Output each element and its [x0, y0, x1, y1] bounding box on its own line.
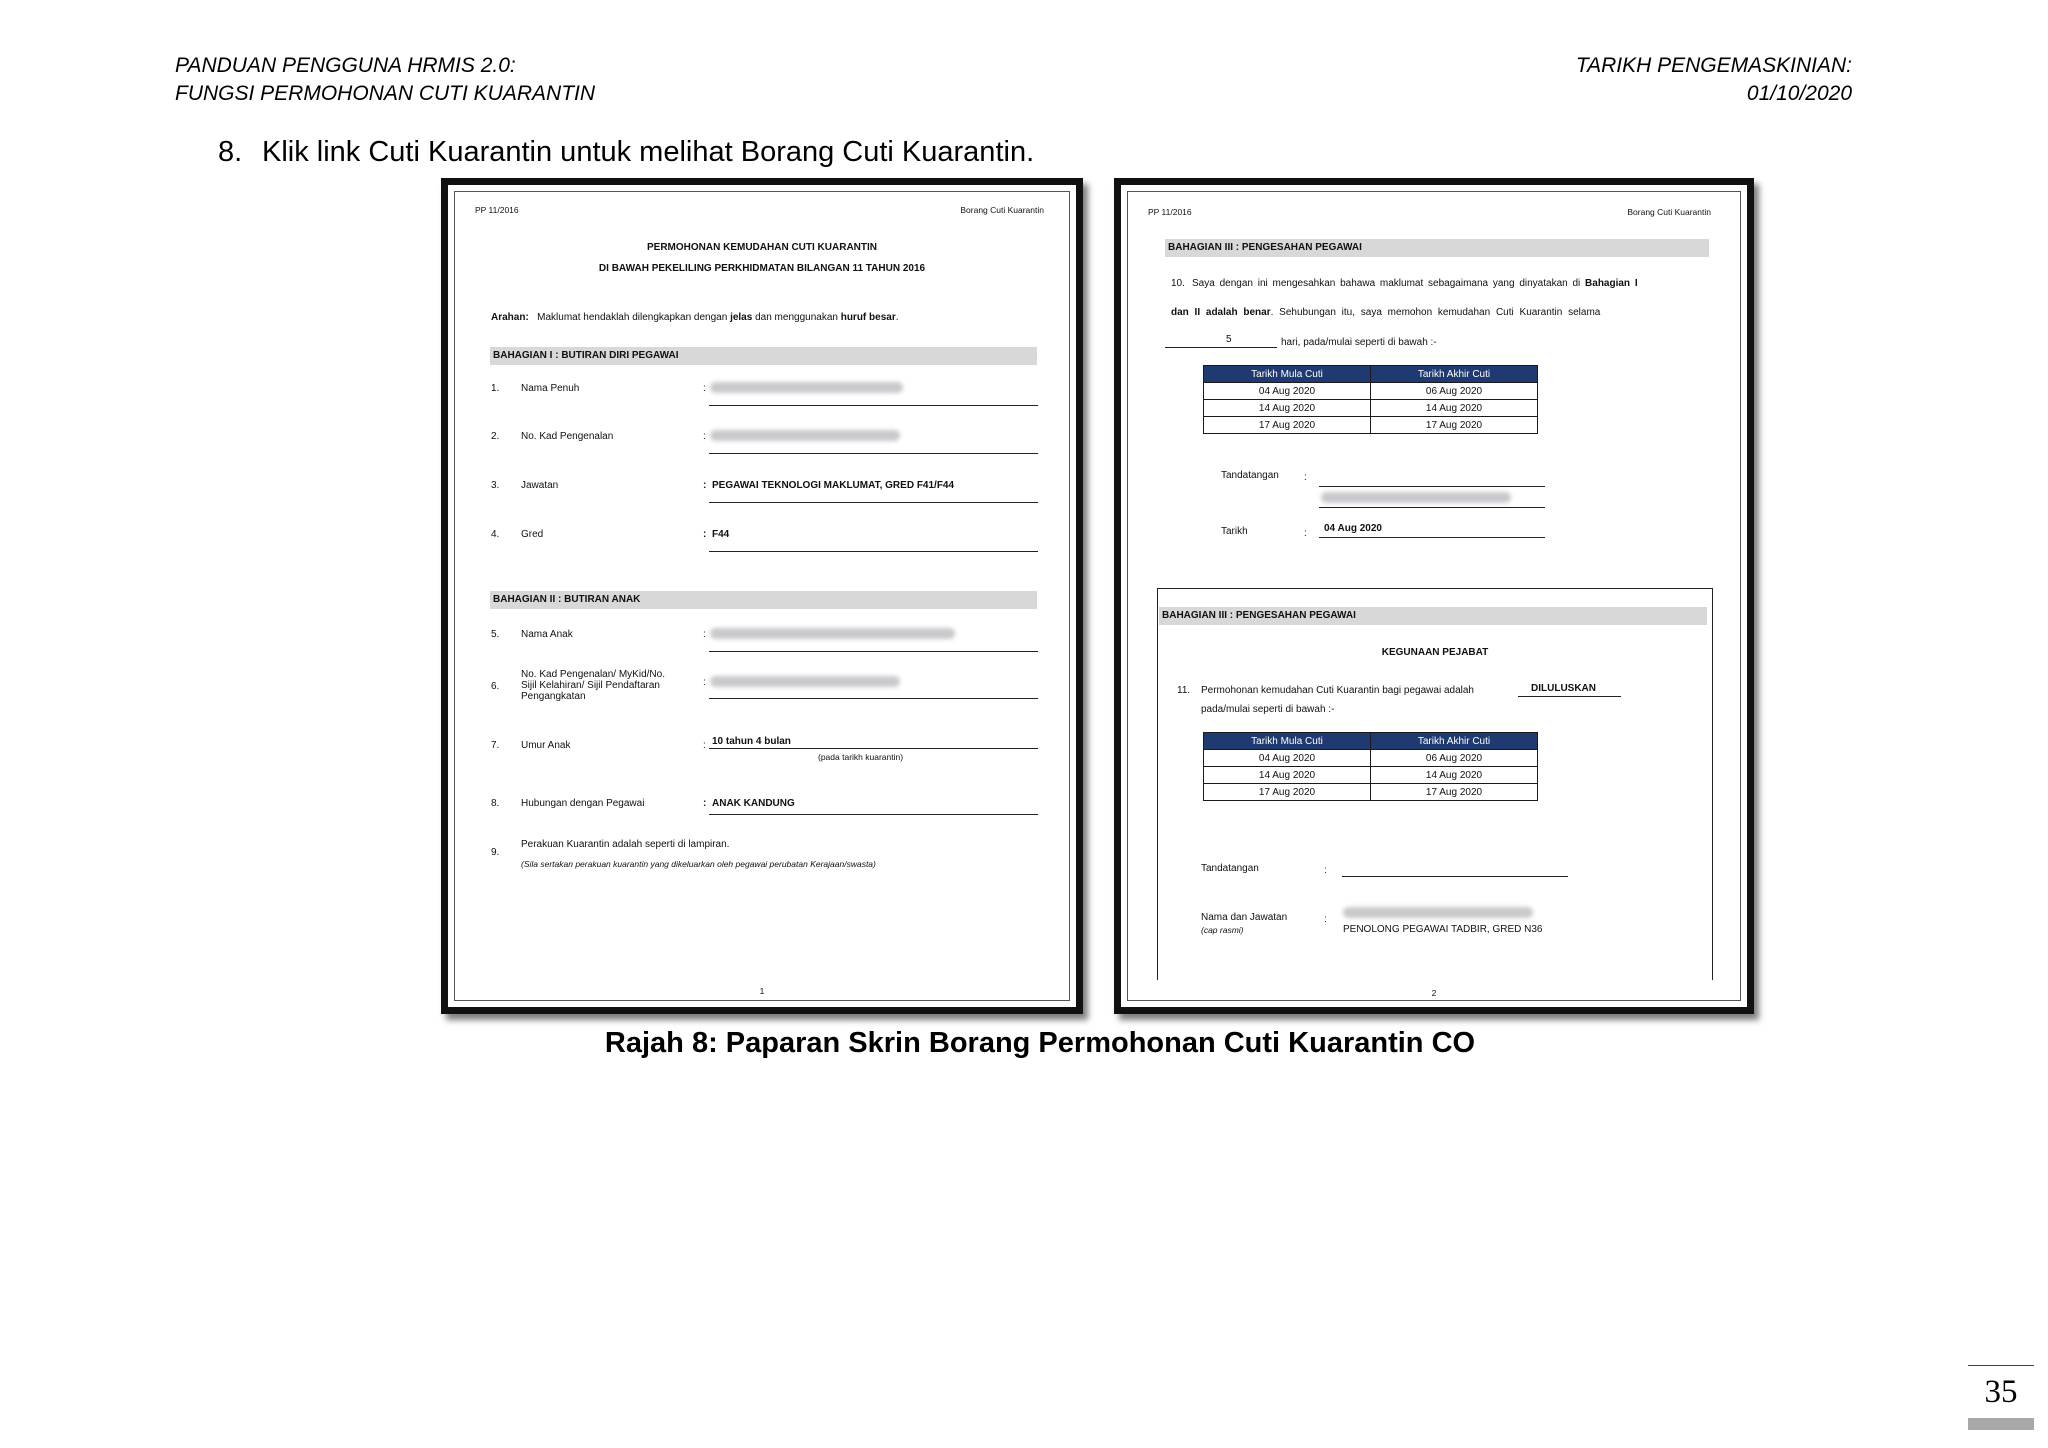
officer-position: PENOLONG PEGAWAI TADBIR, GRED N36 [1343, 924, 1543, 935]
field-label-ic: No. Kad Pengenalan [521, 431, 614, 442]
table-header-row [1204, 366, 1538, 383]
field-colon: : [1304, 528, 1307, 539]
arahan-instruction [491, 312, 899, 323]
field-colon: : [1324, 914, 1327, 925]
arahan-bold-2: huruf besar [840, 312, 896, 323]
field-underline [709, 698, 1038, 699]
table-row [1204, 400, 1538, 417]
end-date-cell: 17 Aug 2020 [1371, 417, 1538, 434]
form-subtitle: DI BAWAH PEKELILING PERKHIDMATAN BILANGAN 11 TAHUN 2016 [598, 263, 926, 274]
field-colon: : [703, 383, 706, 394]
declaration-number: 10. [1171, 278, 1185, 289]
declaration-bold-2: dan II adalah benar [1171, 307, 1271, 318]
field-label-line: Sijil Kelahiran/ Sijil Pendaftaran [521, 680, 660, 691]
date-value: 04 Aug 2020 [1324, 523, 1382, 534]
field-value-gred: F44 [712, 529, 730, 540]
form-page-1 [448, 185, 1076, 1007]
field-number: 4. [491, 529, 500, 540]
field-underline [709, 405, 1038, 406]
leave-dates-table [1203, 365, 1538, 434]
office-section-title: BAHAGIAN III : PENGESAHAN PEGAWAI [1159, 607, 1707, 625]
redacted-name [710, 382, 903, 393]
field-underline [709, 748, 1038, 749]
table-row [1204, 767, 1538, 784]
approval-text: Permohonan kemudahan Cuti Kuarantin bagi pegawai adalah [1201, 685, 1474, 696]
field-colon: : [703, 798, 707, 809]
approved-dates-table [1203, 732, 1538, 801]
update-date-value: 01/10/2020 [1746, 82, 1852, 105]
end-date-cell: 14 Aug 2020 [1371, 400, 1538, 417]
figure-caption [0, 1027, 2048, 1060]
signature-underline [1319, 486, 1545, 487]
arahan-text-3: . [895, 312, 899, 323]
field-label-line: No. Kad Pengenalan/ MyKid/No. [521, 669, 665, 680]
signature-label: Tandatangan [1221, 470, 1279, 481]
arahan-label: Arahan: [491, 312, 529, 323]
end-date-cell: 17 Aug 2020 [1371, 784, 1538, 801]
col-header-end: Tarikh Akhir Cuti [1371, 366, 1538, 383]
field-underline [709, 551, 1038, 552]
step-text: Klik link Cuti Kuarantin untuk melihat Borang Cuti Kuarantin. [262, 136, 1035, 168]
approval-text-2: pada/mulai seperti di bawah :- [1201, 704, 1335, 715]
field-number: 2. [491, 431, 500, 442]
form-page-1-screenshot [441, 178, 1083, 1014]
field-number: 7. [491, 740, 500, 751]
redacted-officer-name [1343, 907, 1533, 918]
figure-caption-text: Rajah 8: Paparan Skrin Borang Permohonan Cuti Kuarantin CO [604, 1027, 1476, 1059]
field-label-nama-penuh: Nama Penuh [521, 383, 580, 394]
page-number: 2 [1431, 988, 1437, 998]
field-colon: : [703, 529, 707, 540]
end-date-cell: 06 Aug 2020 [1371, 383, 1538, 400]
field-colon: : [1324, 865, 1327, 876]
document-header-right [1576, 52, 1852, 108]
step-instruction [218, 136, 1034, 169]
guide-title: PANDUAN PENGGUNA HRMIS 2.0: [175, 54, 516, 77]
col-header-start: Tarikh Mula Cuti [1204, 733, 1371, 750]
field-number: 1. [491, 383, 500, 394]
approval-number: 11. [1177, 685, 1191, 696]
field-number: 3. [491, 480, 500, 491]
field-value-hubungan: ANAK KANDUNG [712, 798, 795, 809]
redacted-child-id [710, 676, 900, 687]
declaration-line-2 [1171, 307, 1600, 318]
table-row [1204, 784, 1538, 801]
table-row [1204, 383, 1538, 400]
days-underline [1165, 347, 1277, 348]
table-row [1204, 750, 1538, 767]
office-signature-label: Tandatangan [1201, 863, 1259, 874]
start-date-cell: 17 Aug 2020 [1204, 784, 1371, 801]
field-colon: : [1304, 472, 1307, 483]
date-label: Tarikh [1221, 526, 1248, 537]
redacted-ic [710, 430, 900, 441]
field-number: 9. [491, 847, 500, 858]
field-label-line: Pengangkatan [521, 691, 586, 702]
start-date-cell: 14 Aug 2020 [1204, 400, 1371, 417]
approval-underline [1518, 696, 1621, 697]
field-colon: : [703, 629, 706, 640]
end-date-cell: 14 Aug 2020 [1371, 767, 1538, 784]
col-header-end: Tarikh Akhir Cuti [1371, 733, 1538, 750]
start-date-cell: 04 Aug 2020 [1204, 750, 1371, 767]
field-colon: : [703, 431, 706, 442]
leave-days-suffix: hari, pada/mulai seperti di bawah :- [1281, 337, 1437, 348]
form-title: PERMOHONAN KEMUDAHAN CUTI KUARANTIN [647, 242, 877, 253]
declaration-line-1 [1192, 278, 1638, 289]
office-use-title: KEGUNAAN PEJABAT [1381, 647, 1489, 658]
section-butiran-anak: BAHAGIAN II : BUTIRAN ANAK [490, 591, 1037, 609]
field-label-umur: Umur Anak [521, 740, 571, 751]
table-row [1204, 417, 1538, 434]
update-date-label: TARIKH PENGEMASKINIAN: [1575, 54, 1852, 77]
form-page-2 [1121, 185, 1747, 1007]
approval-status: DILULUSKAN [1531, 683, 1596, 694]
step-number: 8. [218, 136, 243, 168]
guide-subtitle: FUNGSI PERMOHONAN CUTI KUARANTIN [175, 82, 596, 105]
field-underline [709, 814, 1038, 815]
leave-days-value: 5 [1226, 334, 1232, 345]
field-value-jawatan: PEGAWAI TEKNOLOGI MAKLUMAT, GRED F41/F44 [712, 480, 955, 491]
page-number: 1 [759, 986, 765, 996]
field-underline [709, 453, 1038, 454]
document-header-left [175, 52, 595, 108]
arahan-bold-1: jelas [730, 312, 753, 323]
form-ref: PP 11/2016 [475, 205, 519, 215]
redacted-child-name [710, 628, 955, 639]
section-pengesahan-pegawai: BAHAGIAN III : PENGESAHAN PEGAWAI [1165, 239, 1709, 257]
field-label-gred: Gred [521, 529, 544, 540]
field-number: 8. [491, 798, 500, 809]
declaration-bold: Bahagian I [1585, 278, 1638, 289]
field-number: 5. [491, 629, 500, 640]
signature-underline [1319, 507, 1545, 508]
arahan-text-2: dan menggunakan [752, 312, 841, 323]
field-label-jawatan: Jawatan [521, 480, 559, 491]
field-note-umur: (pada tarikh kuarantin) [818, 752, 904, 762]
form-page-2-screenshot [1114, 178, 1754, 1014]
field-label-hubungan: Hubungan dengan Pegawai [521, 798, 645, 809]
field-label-perakuan: Perakuan Kuarantin adalah seperti di lampiran. [521, 839, 730, 850]
field-label-child-id [521, 669, 665, 702]
form-name: Borang Cuti Kuarantin [1627, 207, 1711, 217]
declaration-text-2: . Sehubungan itu, saya memohon kemudahan Cuti Kuarantin selama [1270, 307, 1601, 318]
start-date-cell: 17 Aug 2020 [1204, 417, 1371, 434]
date-underline [1319, 537, 1545, 538]
start-date-cell: 04 Aug 2020 [1204, 383, 1371, 400]
start-date-cell: 14 Aug 2020 [1204, 767, 1371, 784]
field-number: 6. [491, 681, 500, 692]
page-number-bar [1968, 1418, 2034, 1430]
officer-name-label: Nama dan Jawatan [1201, 912, 1288, 923]
arahan-text-1: Maklumat hendaklah dilengkapkan dengan [537, 312, 731, 323]
declaration-text: Saya dengan ini mengesahkan bahawa maklumat sebagaimana yang dinyatakan di [1192, 278, 1586, 289]
field-colon: : [703, 740, 706, 751]
document-page-number: 35 [1968, 1365, 2034, 1411]
field-underline [709, 651, 1038, 652]
form-ref: PP 11/2016 [1148, 207, 1192, 217]
field-note-perakuan: (Sila sertakan perakuan kuarantin yang dikeluarkan oleh pegawai perubatan Kerajaan/swasta) [521, 859, 876, 869]
section-butiran-diri: BAHAGIAN I : BUTIRAN DIRI PEGAWAI [490, 347, 1037, 365]
field-value-umur: 10 tahun 4 bulan [712, 736, 791, 747]
form-name: Borang Cuti Kuarantin [960, 205, 1044, 215]
office-signature-underline [1342, 876, 1568, 877]
table-header-row [1204, 733, 1538, 750]
col-header-start: Tarikh Mula Cuti [1204, 366, 1371, 383]
end-date-cell: 06 Aug 2020 [1371, 750, 1538, 767]
cap-rasmi-label: (cap rasmi) [1201, 925, 1244, 935]
field-label-nama-anak: Nama Anak [521, 629, 573, 640]
field-underline [709, 502, 1038, 503]
field-colon: : [703, 677, 706, 688]
field-colon: : [703, 480, 707, 491]
redacted-signature [1321, 492, 1511, 503]
